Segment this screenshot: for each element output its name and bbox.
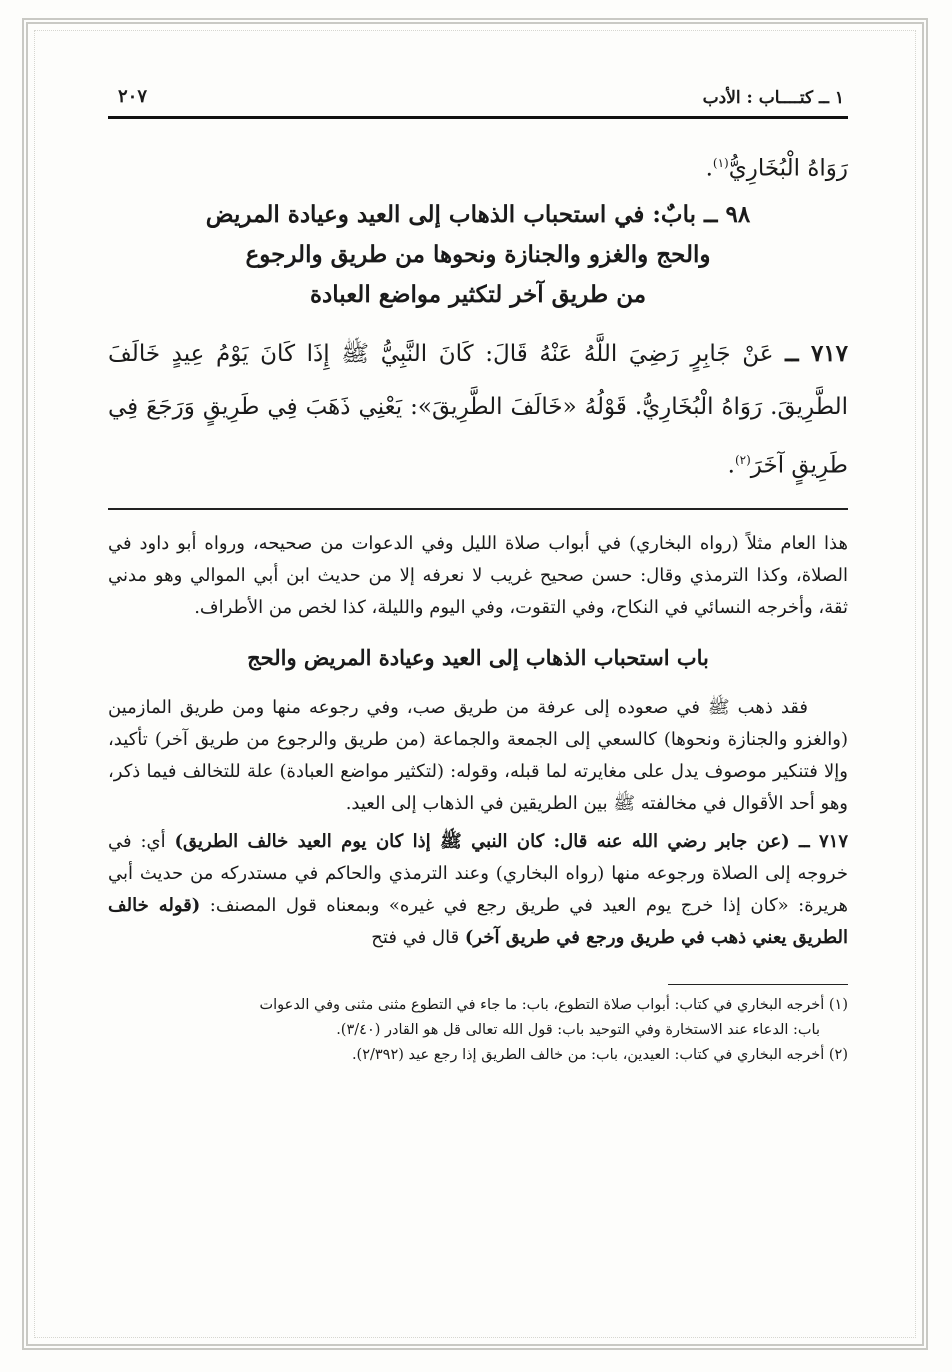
running-header <box>108 78 848 119</box>
footnote-ref-1: (١) <box>712 156 729 170</box>
section-divider <box>108 508 848 510</box>
commentary-paragraph: فقد ذهب ﷺ في صعوده إلى عرفة من طريق صب، وفي رجوعه منها ومن طريق المازمين (والغزو والجنازة ونحوها) كالسعي إلى الجمعة والجماعة (من طريق والرجوع من طريق آخر) تأكيد، وإلا فتنكير موصوف يدل على مغايرته لما قبله، وقوله: (لتكثير مواضع العبادة) علة للتخالف فيما ذكر، وهو أحد الأقوال في مخالفته ﷺ بين الطريقين في الذهاب إلى العيد. <box>108 697 848 815</box>
book-page <box>108 78 848 1318</box>
commentary-heading: باب استحباب الذهاب إلى العيد وعيادة المريض والحج <box>247 645 709 671</box>
book-title: ١ ــ كتــــاب : الأدب <box>702 88 844 108</box>
commentary <box>108 528 848 954</box>
hadith-text: ٧١٧ ــ عَنْ جَابِرٍ رَضِيَ اللَّهُ عَنْهُ قَالَ: كَانَ النَّبِيُّ ﷺ إِذَا كَانَ يَوْمُ عِيدٍ خَالَفَ الطَّرِيقَ. رَوَاهُ الْبُخَارِيُّ. قَوْلُهُ «خَالَفَ الطَّرِيقَ»: يَعْنِي ذَهَبَ فِي طَرِيقٍ وَرَجَعَ فِي طَرِيقٍ آخَرَ$^{(٢)}$. <box>108 339 848 479</box>
chapter-heading-line: ٩٨ ــ بابٌ: في استحباب الذهاب إلى العيد وعيادة المريض <box>205 200 751 228</box>
footnote-ref-2: (٢) <box>734 452 751 467</box>
chapter-heading-line: من طريق آخر لتكثير مواضع العبادة <box>309 280 647 308</box>
commentary-intro: هذا العام مثلاً (رواه البخاري) في أبواب صلاة الليل وفي الدعوات من صحيحه، ورواه أبو داود في الصلاة، وكذا الترمذي وقال: حسن صحيح غريب لا نعرفه إلا من حديث ابن أبي الموالي وهو مدني ثقة، وأخرجه النسائي في النكاح، وفي التقوت، وفي اليوم والليلة، كذا لخص من الأطراف. <box>108 533 848 619</box>
main-text <box>108 141 848 492</box>
footnote-1: (١) أخرجه البخاري في كتاب: أبواب صلاة التطوع، باب: ما جاء في التطوع مثنى مثنى وفي الدعوات <box>259 997 848 1014</box>
riwayah-line: رَوَاهُ الْبُخَارِيُّ$^{(١)}$. <box>705 155 848 182</box>
footnote-2: (٢) أخرجه البخاري في كتاب: العيدين، باب: من خالف الطريق إذا رجع عيد (٢/٣٩٢). <box>351 1047 848 1064</box>
footnotes <box>108 993 848 1068</box>
chapter-heading <box>128 195 828 315</box>
hadith-number: ٧١٧ ــ <box>785 339 848 367</box>
commentary-paragraph: ٧١٧ ــ (عن جابر رضي الله عنه قال: كان النبي ﷺ إذا كان يوم العيد خالف الطريق) أي: في خروجه إلى الصلاة ورجوعه منها (رواه البخاري) وعند الترمذي والحاكم في مستدركه من حديث أبي هريرة: «كان إذا خرج يوم العيد في طريق رجع في غيره» وبمعناه قول المصنف: (قوله خالف الطريق يعني ذهب في طريق ورجع في طريق آخر) قال في فتح <box>108 831 848 949</box>
footnote-1-continued: باب: الدعاء عند الاستخارة وفي التوحيد باب: قول الله تعالى قل هو القادر (٣/٤٠). <box>336 1022 820 1039</box>
chapter-heading-line: والحج والغزو والجنازة ونحوها من طريق والرجوع <box>245 240 711 268</box>
footnote-rule <box>668 984 848 985</box>
page-number: ٢٠٧ <box>118 86 148 107</box>
